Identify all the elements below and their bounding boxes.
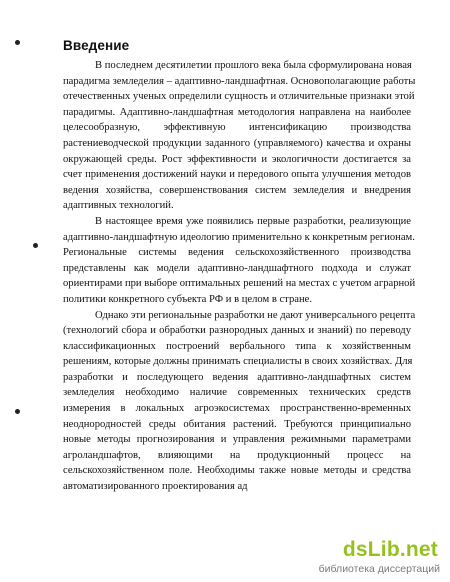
margin-mark bbox=[15, 409, 20, 414]
text-line: (технологий сбора и обработки разнородных данных и знаний) по переводу bbox=[63, 325, 411, 337]
text-line: ведения хозяйства, совершенствования систем земледелия и внедрения bbox=[63, 184, 411, 196]
text-line: классификационных построений вербального типа к хозяйственным bbox=[63, 340, 411, 352]
text-line: представлены как модели адаптивно-ландшафтного подхода и служат bbox=[63, 262, 411, 274]
watermark[interactable] bbox=[318, 538, 444, 578]
text-line: автоматизированного проектирования ад bbox=[63, 481, 248, 493]
text-line: ориентирами при выборе оптимальных решений на местах с учетом аграрной bbox=[63, 278, 416, 290]
text-line: измерения в локальных агроэкосистемах пространственно-временных bbox=[63, 403, 411, 415]
text-line: В настоящее время уже появились первые разработки, реализующие bbox=[95, 215, 411, 227]
text-line: разработки и последующего ведения адаптивно-ландшафтных систем bbox=[63, 371, 411, 383]
text-line: сельскохозяйственном поле. Необходимы также новые методы и средства bbox=[63, 465, 411, 477]
text-line: адаптивно-ландшафтную идеологию применительно к конкретным регионам. bbox=[63, 231, 415, 243]
margin-mark bbox=[15, 40, 20, 45]
watermark-subtitle: библиотека диссертаций bbox=[318, 563, 440, 575]
text-line: земледелия необходимо наличие современных технических средств bbox=[63, 387, 411, 399]
watermark-logo[interactable]: dsLib.net bbox=[342, 538, 438, 561]
text-line: Региональные системы ведения сельскохозяйственного производства bbox=[63, 247, 411, 259]
text-line: решениям, которые должны принимать специалисты в своих хозяйствах. Для bbox=[63, 356, 413, 368]
text-line: адаптивных технологий. bbox=[63, 200, 174, 212]
text-line: растениеводческой продукции заданного (управляемого) качества и охраны bbox=[63, 137, 411, 149]
paragraph-1 bbox=[63, 58, 416, 214]
text-line: Однако эти региональные разработки не дают универсального рецепта bbox=[95, 309, 416, 321]
section-heading: Введение bbox=[63, 38, 130, 53]
text-line: политики конкретного субъекта РФ и в целом в стране. bbox=[63, 293, 312, 305]
margin-mark bbox=[33, 243, 38, 248]
text-line: отечественных ученых определили сущность и отличительные признаки этой bbox=[63, 91, 415, 103]
text-line: агроландшафтов, влияющими на продукционный процесс на bbox=[63, 449, 411, 461]
text-line: счет применения достижений науки и передового опыта улучшения методов bbox=[63, 169, 411, 181]
text-line: целесообразную, эффективную интенсификацию производства bbox=[63, 122, 411, 134]
paragraph-3 bbox=[63, 308, 416, 495]
text-line: В последнем десятилетии прошлого века была сформулирована новая bbox=[95, 60, 412, 71]
paragraph-2 bbox=[63, 214, 416, 308]
text-line: парадигма земледелия – адаптивно-ландшафтная. Основополагающие работы bbox=[63, 75, 416, 87]
text-line: неоднородностей среды обитания растений. Требуются принципиально bbox=[63, 418, 411, 430]
text-line: парадигмы. Адаптивно-ландшафтная методология направлена на наиболее bbox=[63, 106, 411, 118]
body-text bbox=[63, 58, 416, 495]
text-line: окружающей среды. Рост эффективности и экологичности достигается за bbox=[63, 153, 411, 165]
text-line: новые методы прогнозирования и управления режимными параметрами bbox=[63, 434, 411, 446]
